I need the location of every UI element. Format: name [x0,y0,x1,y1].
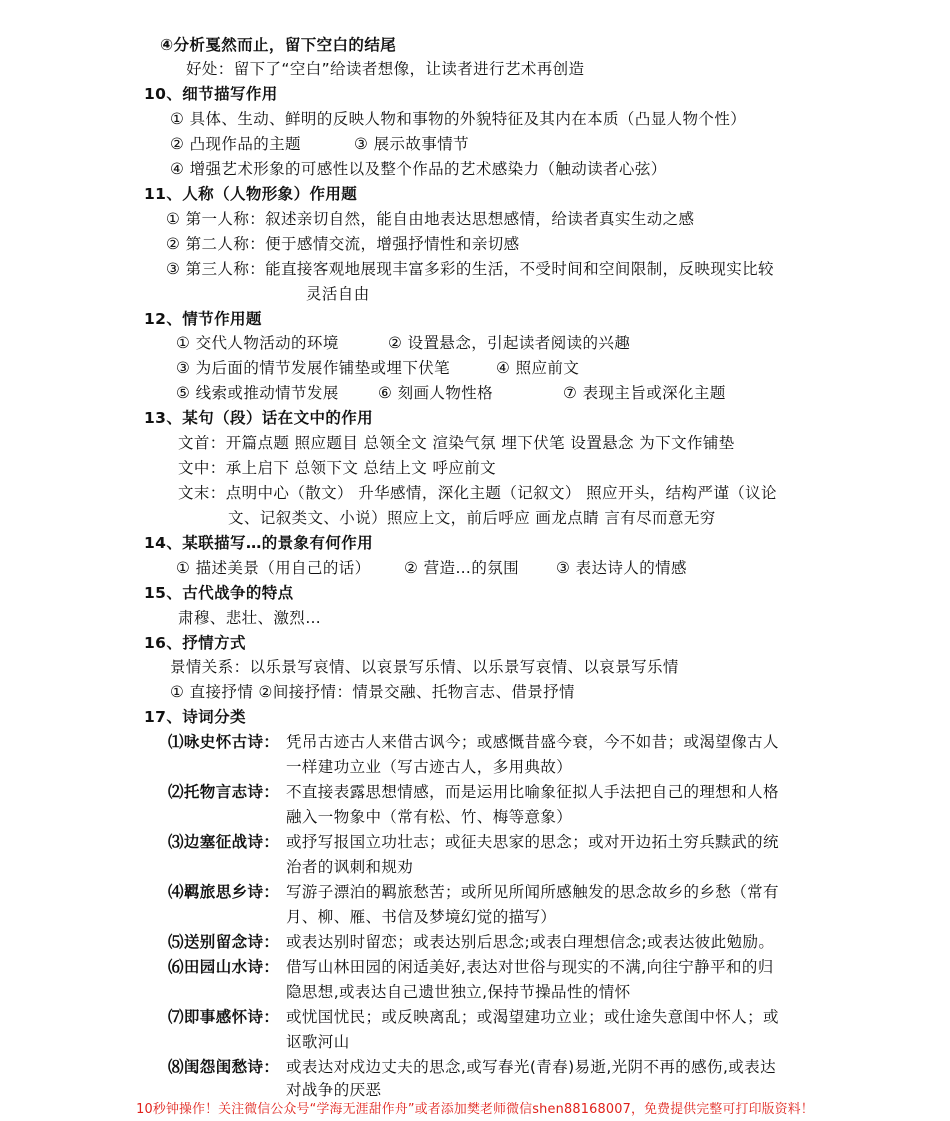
sec14-item1: ① 描述美景（用自己的话） [176,559,371,577]
sec12-heading: 12、情节作用题 [144,310,262,328]
sec9-point4-benefit: 好处：留下了“空白”给读者想像，让读者进行艺术再创造 [186,60,585,78]
sec14-item3: ③ 表达诗人的情感 [556,559,687,577]
poem-type-label: ⑶边塞征战诗： [168,833,280,851]
sec11-line1: ① 第一人称：叙述亲切自然，能自由地表达思想感情，给读者真实生动之感 [166,210,695,228]
poem-type-text-cont: 融入一物象中（常有松、竹、梅等意象） [286,808,573,826]
poem-type-text: 凭吊古迹古人来借古讽今；或感慨昔盛今衰，今不如昔；或渴望像古人 [286,733,779,751]
poem-type-text: 借写山林田园的闲适美好,表达对世俗与现实的不满,向往宁静平和的归 [286,958,774,976]
footer-promo-text: 10秒钟操作！关注微信公众号“学海无涯甜作舟”或者添加樊老师微信shen88168007，免费提供完整可打印版资料！ [136,1102,814,1117]
sec15-line1: 肃穆、悲壮、激烈… [178,609,322,627]
sec10-line2b: ③ 展示故事情节 [354,135,470,153]
sec11-line3: ③ 第三人称：能直接客观地展现丰富多彩的生活，不受时间和空间限制，反映现实比较 [166,260,774,278]
sec11-line3b: 灵活自由 [306,285,370,303]
poem-type-text: 或抒写报国立功壮志；或征夫思家的思念；或对开边拓土穷兵黩武的统 [286,833,779,851]
sec13-middle: 文中：承上启下 总领下文 总结上文 呼应前文 [178,459,497,477]
sec13-start: 文首：开篇点题 照应题目 总领全文 渲染气氛 埋下伏笔 设置悬念 为下文作铺垫 [178,434,735,452]
poem-type-text-cont: 讴歌河山 [286,1033,350,1051]
poem-type-label: ⑴咏史怀古诗： [168,733,280,751]
poem-type-label: ⑷羁旅思乡诗： [168,883,280,901]
poem-type-text-cont: 月、柳、雁、书信及梦境幻觉的描写） [286,908,557,926]
sec10-line1: ① 具体、生动、鲜明的反映人物和事物的外貌特征及其内在本质（凸显人物个性） [170,110,747,128]
sec16-line2: ① 直接抒情 ②间接抒情：情景交融、托物言志、借景抒情 [170,683,575,701]
sec13-end: 文末：点明中心（散文） 升华感情，深化主题（记叙文） 照应开头，结构严谨（议论 [178,484,777,502]
poem-type-text: 或忧国忧民；或反映离乱；或渴望建功立业；或仕途失意闺中怀人；或 [286,1008,779,1026]
sec11-heading: 11、人称（人物形象）作用题 [144,185,358,203]
sec9-point4-title: ④分析戛然而止，留下空白的结尾 [160,36,397,54]
poem-type-text-cont: 治者的讽刺和规劝 [286,858,414,876]
sec17-heading: 17、诗词分类 [144,708,246,726]
sec11-line2: ② 第二人称：便于感情交流，增强抒情性和亲切感 [166,235,520,253]
poem-type-text-cont: 对战争的厌恶 [286,1081,382,1099]
sec13-heading: 13、某句（段）话在文中的作用 [144,409,374,427]
sec14-item2: ② 营造…的氛围 [404,559,520,577]
sec16-heading: 16、抒情方式 [144,634,246,652]
poem-type-text: 或表达对戍边丈夫的思念,或写春光(青春)易逝,光阴不再的感伤,或表达 [286,1058,776,1076]
poem-type-text-cont: 一样建功立业（写古迹古人，多用典故） [286,758,573,776]
sec12-item3: ③ 为后面的情节发展作铺垫或埋下伏笔 [176,359,451,377]
sec12-item4: ④ 照应前文 [496,359,580,377]
poem-type-label: ⑻闺怨闺愁诗： [168,1058,280,1076]
poem-type-label: ⑺即事感怀诗： [168,1008,280,1026]
poem-type-text: 写游子漂泊的羁旅愁苦；或所见所闻所感触发的思念故乡的乡愁（常有 [286,883,779,901]
poem-type-label: ⑸送别留念诗： [168,933,280,951]
sec12-item1: ① 交代人物活动的环境 [176,334,339,352]
sec12-item7: ⑦ 表现主旨或深化主题 [563,384,726,402]
sec12-item6: ⑥ 刻画人物性格 [378,384,494,402]
sec14-heading: 14、某联描写…的景象有何作用 [144,534,374,552]
sec13-end2: 文、记叙类文、小说）照应上文，前后呼应 画龙点睛 言有尽而意无穷 [228,509,716,527]
sec12-item5: ⑤ 线索或推动情节发展 [176,384,339,402]
poem-type-label: ⑵托物言志诗： [168,783,280,801]
poem-type-text: 不直接表露思想情感，而是运用比喻象征拟人手法把自己的理想和人格 [286,783,779,801]
sec10-line2a: ② 凸现作品的主题 [170,135,301,153]
sec12-item2: ② 设置悬念，引起读者阅读的兴趣 [388,334,631,352]
poem-type-text-cont: 隐思想,或表达自己遗世独立,保持节操品性的情怀 [286,983,631,1001]
poem-type-text: 或表达别时留恋；或表达别后思念;或表白理想信念;或表达彼此勉励。 [286,933,775,951]
sec16-line1: 景情关系：以乐景写哀情、以哀景写乐情、以乐景写哀情、以哀景写乐情 [170,658,679,676]
poem-type-label: ⑹田园山水诗： [168,958,280,976]
sec10-line3: ④ 增强艺术形象的可感性以及整个作品的艺术感染力（触动读者心弦） [170,160,667,178]
sec15-heading: 15、古代战争的特点 [144,584,294,602]
sec10-heading: 10、细节描写作用 [144,85,278,103]
